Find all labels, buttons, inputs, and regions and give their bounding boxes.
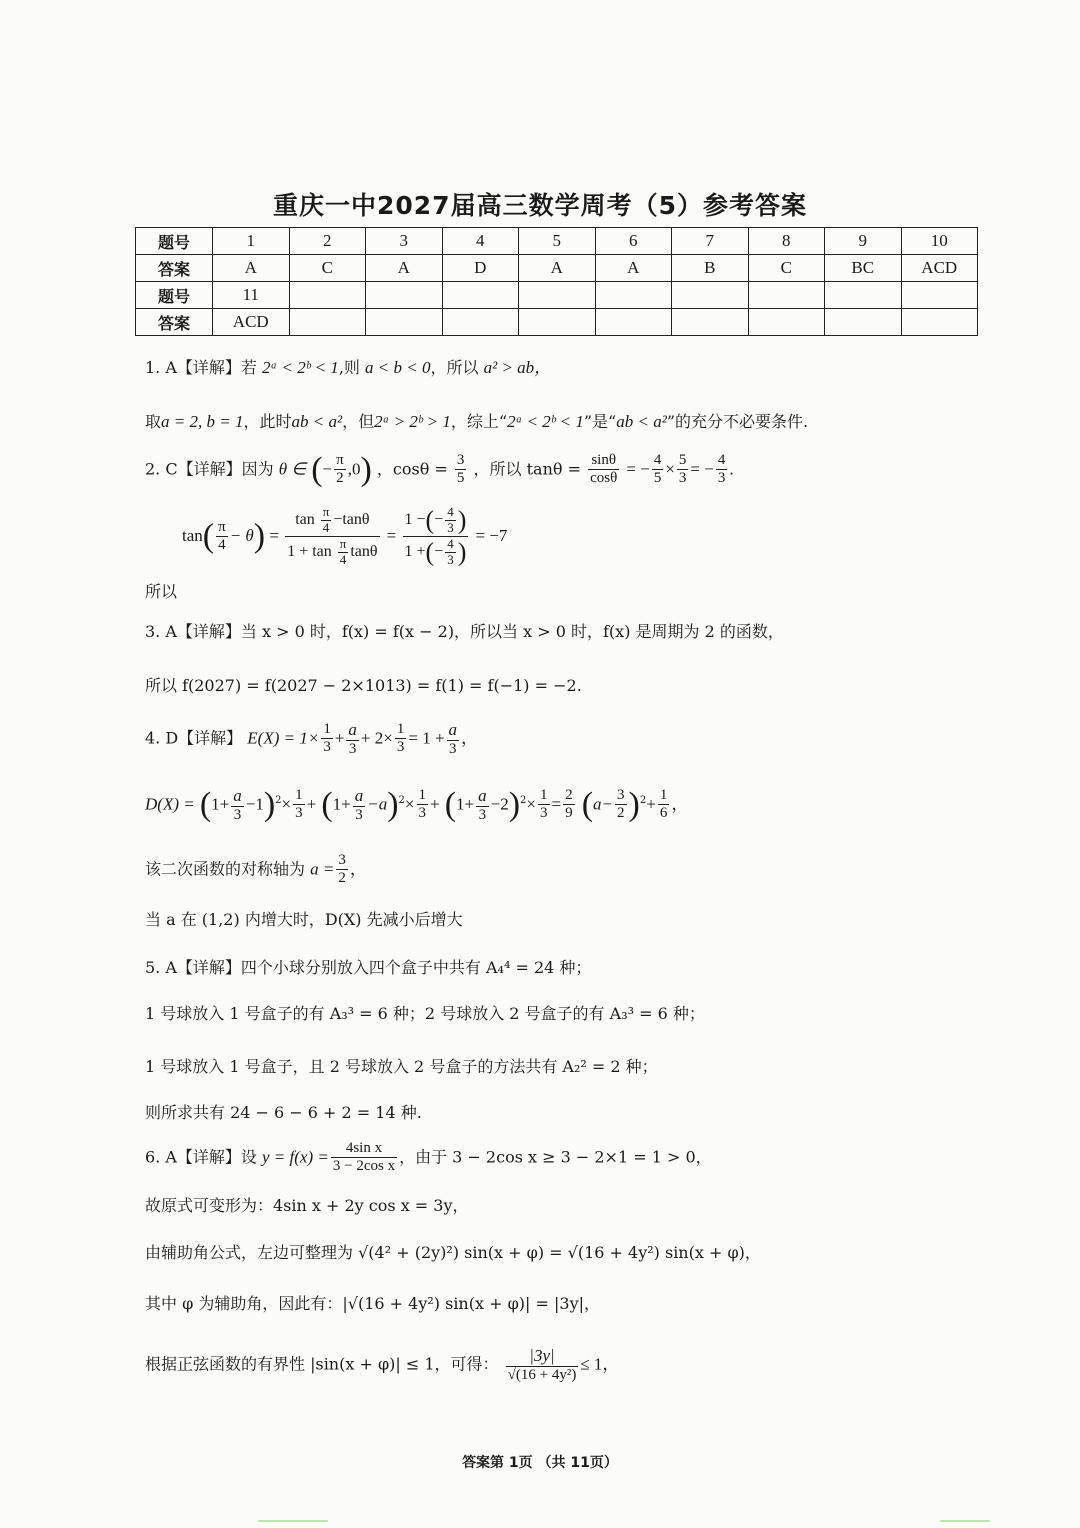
fraction bbox=[652, 452, 664, 488]
answer-cell: A bbox=[519, 255, 596, 282]
empty-cell bbox=[672, 282, 749, 309]
numerator: 4 bbox=[447, 504, 454, 519]
fraction bbox=[615, 787, 627, 823]
fraction bbox=[455, 452, 467, 488]
math-expr: y = f(x) = bbox=[262, 1147, 329, 1167]
solution-text: ，cosθ = bbox=[376, 459, 448, 479]
math-expr: θ ∈ bbox=[278, 459, 307, 479]
exponent: 2 bbox=[520, 795, 527, 807]
numerator: 1 bbox=[321, 721, 333, 739]
math-expr: ， bbox=[461, 728, 479, 748]
table-row bbox=[136, 228, 978, 255]
fraction bbox=[476, 786, 489, 824]
paren-left: ( bbox=[321, 785, 333, 823]
math-expr: E(X) = 1× bbox=[247, 728, 320, 748]
answer-cell: BC bbox=[825, 255, 902, 282]
denominator: 4 bbox=[218, 536, 226, 553]
empty-cell bbox=[901, 282, 978, 309]
table-header-label: 题号 bbox=[136, 228, 213, 255]
fraction bbox=[403, 505, 469, 568]
solution-6-line-2: 故原式可变形为：4sin x + 2y cos x = 3y， bbox=[145, 1196, 469, 1215]
math-expr: a = bbox=[310, 859, 335, 879]
numerator: 5 bbox=[677, 452, 689, 470]
solution-5-line-2: 1 号球放入 1 号盒子的有 A₃³ = 6 种；2 号球放入 2 号盒子的有 A₃³ = 6 种； bbox=[145, 1004, 705, 1023]
empty-cell bbox=[825, 282, 902, 309]
fraction bbox=[445, 537, 456, 568]
denominator: 6 bbox=[659, 805, 668, 822]
math-expr: × bbox=[281, 794, 292, 814]
answer-cell: A bbox=[213, 255, 290, 282]
math-expr: 2ᵃ < 2ᵇ < 1 bbox=[262, 358, 339, 377]
solution-6-line-3: 由辅助角公式，左边可整理为 √(4² + (2y)²) sin(x + φ) = √(16 + 4y²) sin(x + φ)， bbox=[145, 1243, 761, 1262]
table-row bbox=[136, 255, 978, 282]
solution-4-line-1 bbox=[145, 720, 478, 758]
fraction bbox=[563, 787, 575, 823]
paren-right: ) bbox=[360, 450, 372, 488]
empty-cell bbox=[366, 282, 443, 309]
question-number: 1 bbox=[213, 228, 290, 255]
question-number: 8 bbox=[748, 228, 825, 255]
solution-text: ,则 bbox=[338, 358, 360, 377]
math-expr: ab < a² bbox=[291, 412, 343, 431]
solution-text: 2. C【详解】因为 bbox=[145, 459, 274, 479]
solution-5-line-1: 5. A【详解】四个小球分别放入四个盒子中共有 A₄⁴ = 24 种； bbox=[145, 958, 592, 977]
numerator: 1 bbox=[395, 721, 407, 739]
denominator: √(16 + 4y²) bbox=[507, 1366, 577, 1383]
denominator: 3 bbox=[447, 519, 454, 535]
numerator: 4 bbox=[447, 535, 454, 551]
fraction bbox=[321, 505, 332, 536]
solution-4-line-4: 当 a 在 (1,2) 内增大时，D(X) 先减小后增大 bbox=[145, 910, 463, 929]
numerator: 1 bbox=[417, 787, 429, 805]
answer-cell: A bbox=[595, 255, 672, 282]
numerator: sinθ bbox=[588, 452, 619, 470]
exponent: 2 bbox=[639, 795, 647, 807]
page-title: 重庆一中2027届高三数学周考（5）参考答案 bbox=[273, 191, 807, 220]
math-expr: + 2× bbox=[360, 728, 393, 748]
solution-2-label: 所以 bbox=[145, 582, 178, 601]
numerator: a bbox=[233, 786, 242, 805]
question-number: 9 bbox=[825, 228, 902, 255]
numerator: a bbox=[348, 720, 357, 739]
fraction bbox=[538, 787, 550, 823]
numerator: π bbox=[334, 452, 346, 470]
answer-cell: B bbox=[672, 255, 749, 282]
math-expr: − θ bbox=[229, 525, 254, 545]
fraction bbox=[353, 786, 366, 824]
denominator: 3 bbox=[678, 470, 687, 487]
fraction bbox=[346, 720, 359, 758]
table-header-label: 题号 bbox=[136, 282, 213, 309]
denominator: 3 bbox=[418, 805, 427, 822]
fraction bbox=[506, 1346, 579, 1384]
solution-3-line-2: 所以 f(2027) = f(2027 − 2×1013) = f(1) = f(−1) = −2. bbox=[145, 676, 582, 695]
numerator: 2 bbox=[563, 787, 575, 805]
exponent: 2 bbox=[275, 795, 282, 807]
paren-right: ) bbox=[253, 517, 266, 555]
numerator: 3 bbox=[615, 787, 627, 805]
math-expr: = bbox=[386, 525, 401, 545]
solution-text: ，综上“ bbox=[450, 412, 508, 431]
empty-cell bbox=[366, 309, 443, 336]
math-expr: = −7 bbox=[475, 525, 508, 545]
math-expr: ， bbox=[349, 859, 367, 879]
table-row bbox=[136, 282, 978, 309]
denominator bbox=[285, 537, 379, 568]
denominator: 3 bbox=[447, 551, 454, 567]
numerator: π bbox=[322, 504, 330, 519]
solution-text: 根据正弦函数的有界性 |sin(x + φ)| ≤ 1，可得： bbox=[145, 1354, 499, 1374]
exponent: 2 bbox=[398, 795, 405, 807]
solution-text: 该二次函数的对称轴为 bbox=[145, 859, 306, 879]
answer-cell: A bbox=[366, 255, 443, 282]
numerator: a bbox=[448, 720, 458, 739]
math-expr: × bbox=[526, 794, 537, 814]
paren-left: ( bbox=[199, 785, 212, 823]
math-expr: ab < a² bbox=[616, 412, 667, 431]
solution-text: ”的充分不必要条件. bbox=[666, 412, 809, 431]
math-expr: 2ᵃ < 2ᵇ < 1 bbox=[507, 412, 584, 431]
denominator: 3 bbox=[396, 739, 405, 756]
math-expr: tan bbox=[182, 525, 203, 545]
empty-cell bbox=[289, 282, 366, 309]
denominator: 2 bbox=[336, 470, 344, 487]
numerator: π bbox=[339, 535, 347, 551]
fraction bbox=[588, 452, 619, 488]
numerator: 4sin x bbox=[331, 1140, 397, 1158]
denominator: 3 bbox=[348, 740, 357, 757]
scan-mark bbox=[258, 1520, 328, 1522]
math-expr: tanθ bbox=[350, 542, 378, 560]
fraction bbox=[331, 1140, 397, 1176]
question-number: 3 bbox=[366, 228, 443, 255]
solution-text: ，所以 bbox=[430, 358, 479, 377]
math-expr: 1 + bbox=[404, 542, 426, 560]
math-expr: − bbox=[322, 459, 333, 479]
math-expr: × bbox=[665, 459, 675, 479]
paren-left: ( bbox=[202, 517, 215, 555]
numerator: a bbox=[478, 786, 487, 805]
denominator: 3 bbox=[355, 806, 363, 823]
solution-2-line-1 bbox=[145, 452, 734, 488]
fraction bbox=[447, 720, 460, 758]
fraction bbox=[677, 452, 689, 488]
math-expr: + bbox=[430, 794, 440, 814]
fraction bbox=[336, 852, 348, 888]
math-expr: 1+ bbox=[332, 794, 351, 814]
fraction bbox=[338, 537, 349, 568]
denominator: 3 bbox=[478, 806, 487, 823]
paren-left: ( bbox=[444, 785, 457, 823]
solution-5-line-3: 1 号球放入 1 号盒子，且 2 号球放入 2 号盒子的方法共有 A₂² = 2 种； bbox=[145, 1057, 658, 1076]
fraction bbox=[716, 452, 728, 488]
denominator: 3 bbox=[449, 740, 457, 757]
solution-2-formula bbox=[182, 505, 507, 568]
math-expr: 1 − bbox=[404, 511, 426, 529]
solution-5-line-4: 则所求共有 24 − 6 − 6 + 2 = 14 种. bbox=[145, 1103, 422, 1122]
math-expr: −a bbox=[367, 794, 388, 814]
denominator: 3 bbox=[717, 470, 726, 487]
solution-6-line-1 bbox=[145, 1140, 712, 1176]
math-expr: a− bbox=[593, 794, 614, 814]
paren-right: ) bbox=[263, 785, 276, 823]
math-expr: × bbox=[404, 794, 415, 814]
denominator: 4 bbox=[322, 519, 330, 535]
denominator: 3 − 2cos x bbox=[332, 1158, 396, 1175]
solution-text: ，由于 3 − 2cos x ≥ 3 − 2×1 = 1 > 0， bbox=[399, 1147, 712, 1167]
fraction bbox=[321, 721, 333, 757]
math-expr: ≤ 1， bbox=[580, 1354, 620, 1374]
empty-cell bbox=[442, 282, 519, 309]
fraction bbox=[293, 787, 305, 823]
fraction bbox=[216, 519, 228, 555]
numerator bbox=[285, 505, 379, 537]
numerator: π bbox=[216, 519, 228, 537]
math-expr: 2ᵃ > 2ᵇ > 1 bbox=[374, 412, 451, 431]
empty-cell bbox=[519, 309, 596, 336]
page-footer: 答案第 1页 （共 11页） bbox=[462, 1455, 618, 1471]
answer-cell: ACD bbox=[213, 309, 290, 336]
scan-mark bbox=[940, 1520, 990, 1522]
solution-4-line-2 bbox=[145, 786, 688, 824]
table-row bbox=[136, 309, 978, 336]
solution-text: 6. A【详解】设 bbox=[145, 1147, 257, 1167]
math-expr: a = 2, b = 1 bbox=[161, 412, 244, 431]
numerator: 1 bbox=[293, 787, 305, 805]
empty-cell bbox=[595, 282, 672, 309]
denominator: 3 bbox=[295, 805, 303, 822]
math-expr: ,0 bbox=[347, 459, 361, 479]
fraction bbox=[395, 721, 407, 757]
question-number: 5 bbox=[519, 228, 596, 255]
fraction bbox=[231, 786, 244, 824]
numerator: 1 bbox=[538, 787, 550, 805]
math-expr: a² > ab， bbox=[483, 358, 552, 377]
denominator: 1 +(− $\frac{4}{3}$ ) bbox=[404, 535, 467, 567]
denominator: cosθ bbox=[590, 470, 618, 487]
solution-1-line-2 bbox=[145, 411, 808, 433]
math-expr: + bbox=[334, 728, 345, 748]
answer-cell: D bbox=[442, 255, 519, 282]
question-number: 11 bbox=[213, 282, 290, 309]
paren-right: ) bbox=[387, 785, 399, 823]
denominator: 3 bbox=[323, 739, 331, 756]
math-expr: = − bbox=[690, 459, 714, 479]
math-expr: = bbox=[265, 525, 284, 545]
answer-cell: C bbox=[289, 255, 366, 282]
paren-left: ( bbox=[425, 537, 435, 567]
fraction bbox=[658, 787, 670, 823]
paren-right: ) bbox=[457, 505, 467, 535]
math-expr: + bbox=[306, 794, 317, 814]
answer-cell: ACD bbox=[901, 255, 978, 282]
fraction bbox=[445, 505, 456, 536]
solution-text: ”是“ bbox=[583, 412, 617, 431]
question-number: 10 bbox=[901, 228, 978, 255]
denominator: 9 bbox=[565, 805, 573, 822]
math-expr: . bbox=[729, 459, 734, 479]
solution-3-line-1: 3. A【详解】当 x > 0 时，f(x) = f(x − 2)，所以当 x > 0 时，f(x) 是周期为 2 的函数， bbox=[145, 622, 784, 641]
empty-cell bbox=[442, 309, 519, 336]
solution-6-line-4: 其中 φ 为辅助角，因此有：|√(16 + 4y²) sin(x + φ)| = |3y|， bbox=[145, 1294, 600, 1313]
denominator: 3 bbox=[233, 806, 242, 823]
paren-left: ( bbox=[311, 450, 323, 488]
table-answer-label: 答案 bbox=[136, 309, 213, 336]
numerator: a bbox=[354, 786, 364, 805]
solution-text: ，此时 bbox=[243, 412, 292, 431]
math-expr: −2 bbox=[490, 794, 509, 814]
numerator: 4 bbox=[716, 452, 728, 470]
denominator: 3 bbox=[540, 805, 548, 822]
paren-right: ) bbox=[457, 537, 467, 567]
math-expr: 1+ bbox=[211, 794, 230, 814]
fraction bbox=[285, 505, 379, 568]
numerator: 3 bbox=[336, 852, 348, 870]
solution-6-line-5 bbox=[145, 1346, 619, 1384]
solution-4-line-3 bbox=[145, 852, 367, 888]
paren-right: ) bbox=[508, 785, 521, 823]
numerator: 3 bbox=[455, 452, 467, 470]
denominator: 5 bbox=[456, 470, 465, 487]
math-expr: tan bbox=[295, 511, 315, 529]
numerator: 1 −(− $\frac{4}{3}$ ) bbox=[404, 504, 467, 535]
solution-text: 4. D【详解】 bbox=[145, 728, 243, 748]
math-expr: a < b < 0 bbox=[365, 358, 431, 377]
paren-right: ) bbox=[628, 785, 640, 823]
empty-cell bbox=[672, 309, 749, 336]
solution-text: ，所以 tanθ = bbox=[473, 459, 582, 479]
numerator: |3y| bbox=[506, 1346, 579, 1367]
question-number: 4 bbox=[442, 228, 519, 255]
empty-cell bbox=[825, 309, 902, 336]
question-number: 2 bbox=[289, 228, 366, 255]
math-expr: + bbox=[646, 794, 656, 814]
solution-text: 1. A【详解】若 bbox=[145, 358, 257, 377]
denominator: 4 bbox=[339, 551, 347, 567]
answer-cell: C bbox=[748, 255, 825, 282]
empty-cell bbox=[519, 282, 596, 309]
math-expr: = − bbox=[626, 459, 650, 479]
paren-left: ( bbox=[581, 785, 594, 823]
math-expr: 1+ bbox=[456, 794, 475, 814]
question-number: 6 bbox=[595, 228, 672, 255]
question-number: 7 bbox=[672, 228, 749, 255]
empty-cell bbox=[748, 309, 825, 336]
math-expr: ， bbox=[671, 794, 689, 814]
math-expr: D(X) = bbox=[145, 794, 195, 814]
fraction bbox=[334, 452, 346, 488]
empty-cell bbox=[595, 309, 672, 336]
math-expr: 1 + tan bbox=[287, 542, 332, 560]
empty-cell bbox=[748, 282, 825, 309]
empty-cell bbox=[289, 309, 366, 336]
paren-left: ( bbox=[425, 505, 435, 535]
solution-text: 取 bbox=[145, 412, 162, 431]
fraction bbox=[417, 787, 429, 823]
empty-cell bbox=[901, 309, 978, 336]
numerator: 1 bbox=[658, 787, 670, 805]
math-expr: −1 bbox=[245, 794, 264, 814]
answer-table bbox=[135, 227, 978, 336]
solution-text: ，但 bbox=[342, 412, 375, 431]
table-answer-label: 答案 bbox=[136, 255, 213, 282]
denominator: 5 bbox=[653, 470, 662, 487]
denominator: 2 bbox=[338, 870, 346, 887]
math-expr: = 1 + bbox=[408, 728, 445, 748]
math-expr: −tanθ bbox=[333, 511, 370, 529]
solution-1-line-1 bbox=[145, 357, 551, 379]
numerator: 4 bbox=[652, 452, 664, 470]
math-expr: = bbox=[551, 794, 562, 814]
denominator: 2 bbox=[617, 805, 625, 822]
